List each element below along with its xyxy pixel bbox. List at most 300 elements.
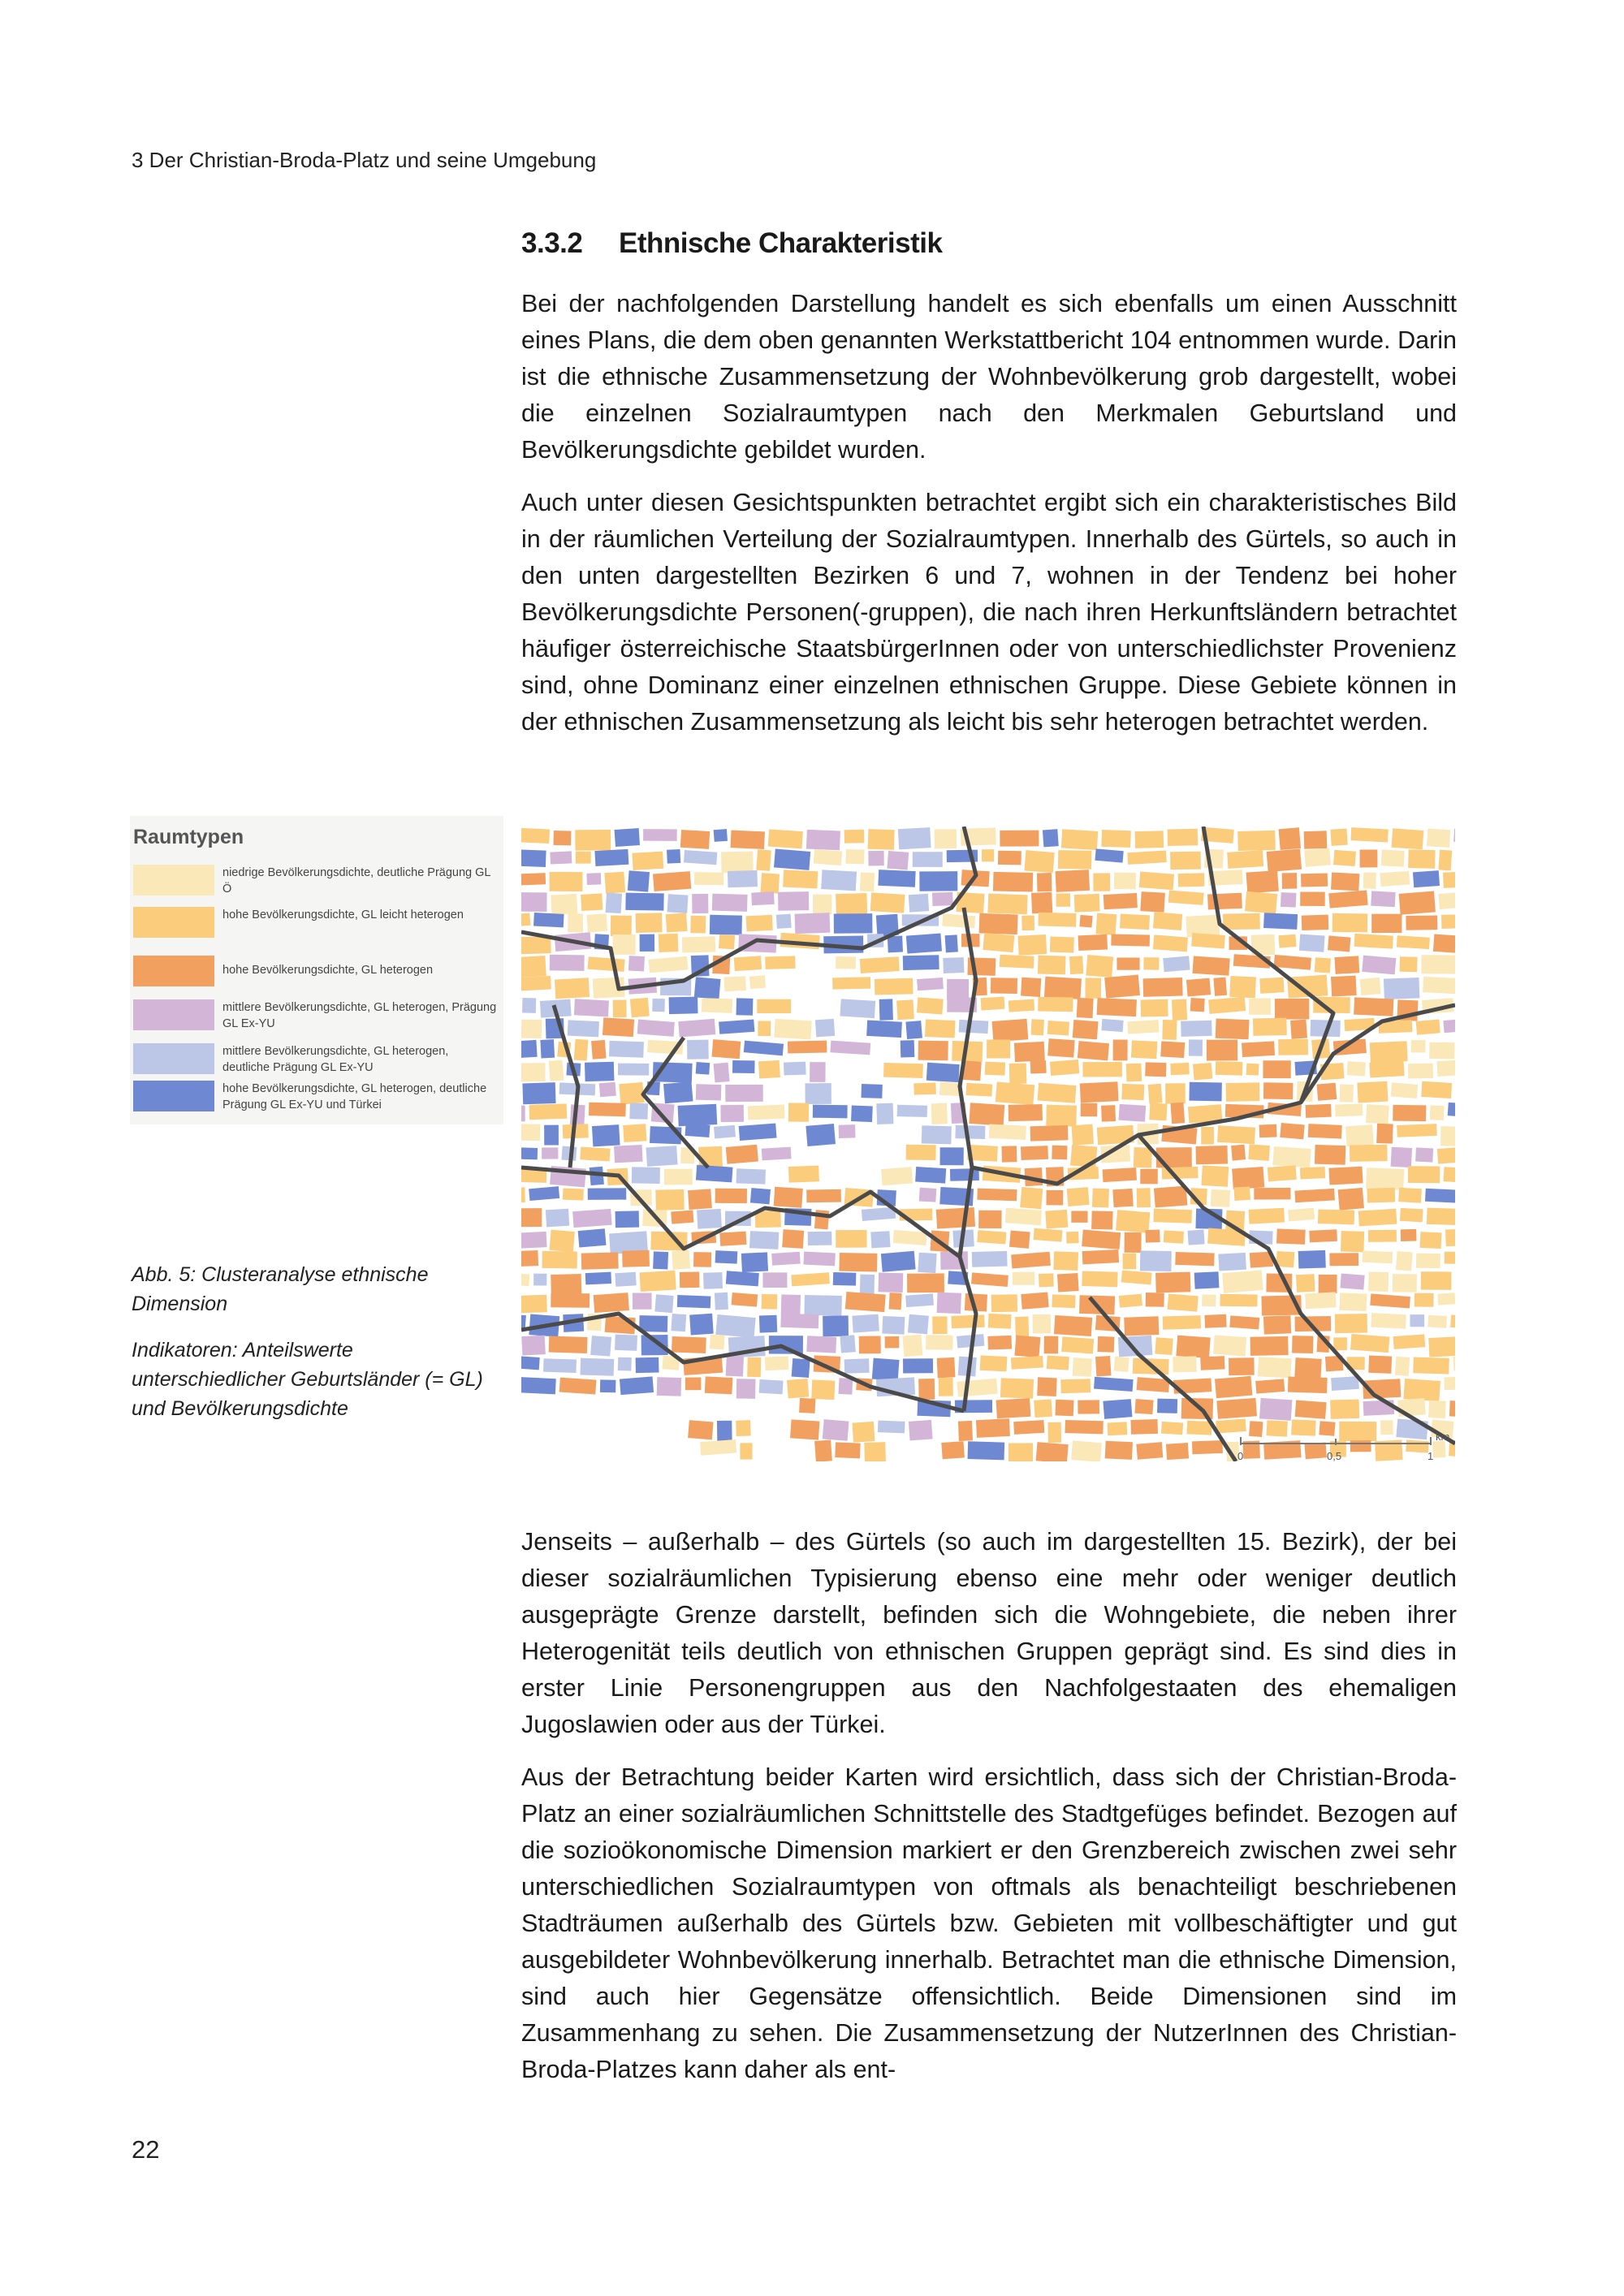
map-block <box>1276 1228 1306 1244</box>
map-block <box>918 1379 935 1400</box>
legend-label: hohe Bevölkerungsdichte, GL heterogen <box>222 964 434 977</box>
map-block <box>917 997 944 1014</box>
map-block <box>1370 1041 1408 1063</box>
map-block <box>1292 1336 1313 1353</box>
map-block <box>1121 1271 1152 1285</box>
map-block <box>1145 1062 1166 1077</box>
map-block <box>1034 1399 1052 1418</box>
map-block <box>937 1357 956 1378</box>
paragraph: Jenseits – außerhalb – des Gürtels (so auch im dargestellten 15. Bezirk), der bei dieser sozialräumlichen Typisierung ebenso eine mehr oder weniger deutlich ausgeprägte Grenze darstellt, befinden sich die Wohngebiete, die neben ihrer Heterogenität teils deutlich von ethnischen Gruppen geprägt sind. Es sind dies in erster Linie Personengruppen aus den Nachfolgestaaten des ehemaligen Jugoslawien oder aus der Türkei. <box>521 1528 1457 1738</box>
map-block <box>585 1272 611 1285</box>
map-block <box>1249 1208 1285 1224</box>
map-block <box>1153 934 1188 952</box>
map-block <box>792 1358 810 1378</box>
map-block <box>1298 1250 1326 1269</box>
map-block <box>632 852 663 870</box>
map-block <box>1371 891 1395 907</box>
map-block <box>1000 831 1039 847</box>
map-block <box>1038 1083 1077 1103</box>
map-block <box>868 851 883 866</box>
map-block <box>615 1211 640 1228</box>
map-block <box>1272 1146 1311 1167</box>
map-block <box>1433 934 1455 953</box>
map-block <box>1013 1272 1034 1285</box>
map-block <box>1436 1060 1455 1077</box>
map-block <box>1384 978 1419 999</box>
map-block <box>1211 1189 1230 1207</box>
map-block <box>760 873 780 893</box>
map-block <box>1165 1083 1186 1103</box>
map-block <box>1015 1317 1029 1337</box>
map-block <box>1050 936 1074 952</box>
map-block <box>546 1209 569 1228</box>
map-block <box>620 1376 654 1395</box>
map-block <box>636 1357 659 1373</box>
map-block <box>879 999 893 1020</box>
map-block <box>1294 1189 1334 1202</box>
map-block <box>1178 873 1205 887</box>
map-block <box>1080 1081 1119 1103</box>
map-block <box>1054 1315 1092 1336</box>
map-block <box>839 1378 853 1395</box>
map-block <box>1397 1398 1426 1417</box>
map-block <box>1222 1270 1263 1293</box>
map-block <box>1082 1249 1120 1264</box>
map-block <box>1101 830 1130 848</box>
map-block <box>1113 1040 1128 1061</box>
map-block <box>768 829 803 848</box>
map-block <box>1074 894 1100 913</box>
map-block <box>1072 1124 1094 1146</box>
map-block <box>689 1314 714 1336</box>
map-block <box>521 1232 547 1249</box>
map-block <box>1338 1188 1364 1211</box>
map-block <box>776 914 792 929</box>
map-block <box>1186 1421 1212 1435</box>
map-block <box>694 977 721 999</box>
map-block <box>1193 1063 1212 1081</box>
map-block <box>654 1294 673 1313</box>
map-block <box>811 1379 835 1400</box>
map-block <box>606 893 622 914</box>
map-block <box>696 1165 733 1183</box>
map-block <box>885 1336 900 1349</box>
map-block <box>968 1441 1005 1460</box>
map-block <box>1263 1315 1291 1334</box>
map-block <box>814 849 842 865</box>
map-block <box>1415 1147 1433 1162</box>
legend-label: hohe Bevölkerungsdichte, GL heterogen, deutliche Prägung GL Ex-YU und Türkei <box>222 1082 487 1111</box>
map-block <box>1300 892 1325 906</box>
map-block <box>1164 1230 1184 1243</box>
map-block <box>1295 1400 1327 1418</box>
map-block <box>1058 850 1091 869</box>
map-block <box>762 1294 778 1310</box>
map-block <box>1263 913 1298 930</box>
map-block <box>1259 1124 1277 1137</box>
map-block <box>714 829 728 842</box>
scale-tick: 1 <box>1427 1450 1434 1462</box>
figure-caption: Abb. 5: Clusteranalyse ethnische Dimension <box>132 1263 429 1315</box>
map-block <box>1393 1274 1417 1293</box>
map-block <box>945 934 958 952</box>
map-block <box>586 913 607 932</box>
map-block <box>726 1145 758 1164</box>
map-block <box>1052 1294 1075 1308</box>
map-block <box>730 830 765 849</box>
map-block <box>1162 1020 1177 1040</box>
map-block <box>748 1105 785 1120</box>
map-block <box>521 892 547 912</box>
map-block <box>762 1272 787 1288</box>
map-block <box>806 1124 836 1146</box>
section-heading <box>521 227 942 260</box>
map-block <box>1168 890 1204 904</box>
map-block <box>1101 1105 1116 1122</box>
cluster-map <box>521 826 1455 1461</box>
map-block <box>1220 1294 1257 1307</box>
map-block <box>860 956 900 973</box>
map-block <box>1101 1019 1123 1032</box>
map-block <box>1104 893 1138 909</box>
map-block <box>845 1292 886 1312</box>
map-block <box>931 1103 948 1124</box>
map-block <box>685 1124 710 1137</box>
map-block <box>1275 999 1310 1020</box>
map-block <box>1123 1254 1137 1270</box>
map-block <box>697 1209 722 1229</box>
map-block <box>1071 1440 1102 1461</box>
map-block <box>604 872 625 894</box>
map-block <box>576 852 591 864</box>
map-block <box>1445 1252 1455 1264</box>
map-block <box>1242 1041 1275 1057</box>
map-block <box>1155 1272 1190 1293</box>
map-block <box>830 1041 870 1055</box>
map-block <box>950 1168 979 1181</box>
map-block <box>632 1167 660 1184</box>
map-block <box>1038 997 1073 1012</box>
map-block <box>1139 872 1174 891</box>
map-block <box>1187 1230 1204 1245</box>
map-block <box>883 1063 923 1078</box>
map-block <box>666 913 688 932</box>
map-block <box>684 850 717 865</box>
map-block <box>615 1335 637 1351</box>
map-block <box>618 1357 632 1371</box>
map-block <box>1024 850 1054 873</box>
map-block <box>821 870 857 891</box>
map-block <box>1229 976 1256 998</box>
map-block <box>669 997 698 1014</box>
map-block <box>543 1358 577 1373</box>
map-block <box>987 894 1027 915</box>
map-block <box>878 870 915 887</box>
map-block <box>834 913 873 934</box>
map-block <box>659 934 679 952</box>
map-block <box>1168 1293 1199 1311</box>
map-block <box>758 1060 780 1079</box>
map-block <box>1223 913 1260 930</box>
map-block <box>1160 1041 1185 1058</box>
map-block <box>881 1167 913 1185</box>
map-block <box>769 1336 803 1354</box>
map-block <box>1069 956 1083 974</box>
map-block <box>1267 849 1302 873</box>
map-block <box>1127 851 1166 865</box>
map-block <box>774 1019 811 1040</box>
map-block <box>614 1145 642 1163</box>
scale-bar-line <box>1234 1429 1470 1448</box>
map-block <box>521 1295 547 1314</box>
map-block <box>1194 1271 1220 1288</box>
map-block <box>1005 1208 1042 1226</box>
map-block <box>549 1060 564 1081</box>
map-block <box>690 916 706 934</box>
map-block <box>832 977 870 989</box>
map-block <box>942 913 975 928</box>
map-block <box>756 849 771 871</box>
map-block <box>1258 1357 1292 1378</box>
map-block <box>1300 1167 1325 1179</box>
map-block <box>522 1082 555 1104</box>
map-block <box>1038 913 1076 927</box>
map-block <box>549 1336 588 1353</box>
map-block <box>559 1378 597 1395</box>
map-block <box>734 956 762 971</box>
map-block <box>636 913 663 933</box>
map-block <box>1215 1376 1252 1399</box>
map-block <box>1328 1167 1363 1185</box>
map-block <box>1170 852 1201 870</box>
map-block <box>926 1063 960 1082</box>
map-block <box>680 830 710 849</box>
map-block <box>551 1274 581 1295</box>
map-block <box>1290 1020 1307 1039</box>
map-block <box>1097 1336 1114 1353</box>
map-block <box>1309 1229 1337 1242</box>
map-block <box>1172 999 1187 1021</box>
map-block <box>1014 1042 1045 1062</box>
map-block <box>696 1084 722 1100</box>
map-block <box>1333 850 1356 866</box>
map-block <box>594 849 628 866</box>
map-block <box>901 1040 915 1057</box>
map-block <box>578 1228 607 1247</box>
map-block <box>1079 915 1092 928</box>
map-block <box>1202 1294 1216 1306</box>
map-block <box>1398 1188 1422 1203</box>
map-block <box>710 1335 725 1350</box>
map-block <box>909 1420 933 1440</box>
map-block <box>969 1103 1004 1125</box>
running-header: 3 Der Christian-Broda-Platz und seine Umgebung <box>132 148 597 172</box>
map-block <box>1021 915 1034 930</box>
map-block <box>521 1208 542 1227</box>
map-block <box>1391 1082 1419 1098</box>
map-block <box>965 1083 992 1097</box>
map-block <box>1391 1147 1413 1167</box>
map-block <box>688 1420 713 1439</box>
map-block <box>1189 1082 1221 1102</box>
map-block <box>692 894 708 913</box>
map-block <box>780 1314 818 1329</box>
map-block <box>629 1103 648 1120</box>
map-block <box>1330 829 1347 846</box>
map-block <box>976 1418 1010 1438</box>
map-block <box>591 1040 606 1060</box>
scale-unit: km <box>1436 1431 1450 1443</box>
map-block <box>1009 1104 1043 1121</box>
map-block <box>1085 978 1101 999</box>
map-block <box>1362 1250 1393 1263</box>
map-block <box>1216 1061 1243 1076</box>
map-block <box>1453 1356 1455 1371</box>
map-block <box>521 1187 525 1202</box>
map-block <box>1341 1231 1364 1252</box>
map-block <box>637 1019 675 1036</box>
map-block <box>1121 1084 1144 1100</box>
map-block <box>1055 870 1090 892</box>
map-block <box>1156 1147 1192 1167</box>
map-block <box>555 978 590 999</box>
map-block <box>736 1168 766 1184</box>
map-block <box>808 1232 832 1245</box>
map-block <box>1443 871 1455 887</box>
map-block <box>906 1145 936 1160</box>
map-block <box>1170 1103 1185 1124</box>
map-block <box>1335 1103 1363 1116</box>
map-block <box>835 1442 860 1458</box>
map-block <box>1092 1188 1109 1207</box>
map-block <box>1263 1060 1290 1078</box>
map-block <box>862 1084 883 1098</box>
map-block <box>550 955 585 971</box>
map-block <box>1218 1253 1246 1271</box>
map-block <box>1278 1039 1308 1055</box>
map-block <box>1408 1166 1440 1183</box>
map-block <box>823 1315 849 1336</box>
scale-bar <box>1234 1429 1470 1478</box>
map-block <box>542 1251 577 1269</box>
map-block <box>1416 1254 1440 1268</box>
body-text-bottom <box>521 1524 1457 2104</box>
map-block <box>1000 955 1034 969</box>
map-block <box>687 1040 709 1060</box>
map-block <box>876 1103 893 1124</box>
map-block <box>782 1229 804 1249</box>
map-block <box>1048 1422 1061 1443</box>
legend-label: mittlere Bevölkerungsdichte, GL heterogen, Prägung GL Ex-YU <box>222 1001 497 1030</box>
map-block <box>1153 1209 1192 1224</box>
map-block <box>1408 849 1436 868</box>
map-block <box>1366 1167 1404 1190</box>
map-block <box>778 891 809 911</box>
map-block <box>1043 829 1059 847</box>
map-block <box>715 1250 738 1264</box>
map-block <box>1213 1335 1246 1356</box>
map-block <box>765 956 795 969</box>
map-block <box>653 1251 668 1269</box>
map-block <box>1166 1443 1189 1460</box>
map-block <box>1259 1398 1292 1421</box>
map-block <box>1232 1167 1264 1189</box>
map-block <box>1333 1337 1347 1350</box>
map-block <box>703 1272 723 1289</box>
map-block <box>1281 892 1297 908</box>
map-block <box>741 1252 768 1272</box>
map-block <box>1149 1103 1167 1120</box>
map-block <box>715 1189 747 1203</box>
map-block <box>860 872 875 891</box>
map-block <box>693 1252 711 1267</box>
legend-swatch <box>133 1081 214 1111</box>
map-block <box>1216 1398 1257 1419</box>
map-block <box>1380 871 1410 887</box>
map-block <box>1233 1186 1250 1201</box>
map-block <box>1037 1377 1056 1396</box>
map-block <box>521 1356 540 1370</box>
map-block <box>1335 1314 1367 1333</box>
map-block <box>932 1316 947 1334</box>
map-block <box>1168 829 1199 846</box>
map-block <box>998 851 1021 865</box>
map-block <box>1111 934 1150 946</box>
map-block <box>996 1398 1031 1418</box>
map-block <box>726 1271 759 1286</box>
map-block <box>1288 1208 1315 1222</box>
map-block <box>739 1123 777 1141</box>
map-block <box>943 957 964 973</box>
map-block <box>671 1314 686 1331</box>
map-block <box>1370 1293 1410 1308</box>
map-block <box>646 1146 678 1167</box>
map-block <box>1086 955 1113 978</box>
map-block <box>1047 1356 1069 1370</box>
map-block <box>1134 1399 1153 1414</box>
map-block <box>603 1017 634 1037</box>
map-block <box>978 1211 1001 1228</box>
map-block <box>1154 1186 1187 1208</box>
map-block <box>533 913 564 927</box>
map-block <box>977 1189 1017 1202</box>
map-block <box>1246 870 1279 893</box>
map-block <box>1009 999 1034 1012</box>
map-block <box>1282 873 1298 889</box>
map-block <box>581 893 603 911</box>
map-block <box>790 1419 819 1439</box>
map-block <box>1350 827 1388 842</box>
map-block <box>1429 1042 1454 1060</box>
map-block <box>586 873 601 885</box>
map-block <box>521 1106 525 1122</box>
map-block <box>803 1252 835 1267</box>
map-block <box>1163 956 1190 972</box>
map-block <box>1403 1379 1440 1401</box>
map-block <box>580 1358 614 1376</box>
map-block <box>823 1419 849 1441</box>
map-block <box>677 1295 711 1308</box>
map-block <box>714 1125 736 1139</box>
map-block <box>521 873 546 886</box>
map-block <box>551 894 577 915</box>
map-block <box>799 1398 815 1413</box>
map-block <box>522 998 536 1013</box>
map-block <box>1037 873 1052 891</box>
map-block <box>1427 1208 1455 1225</box>
map-block <box>732 1060 755 1073</box>
map-block <box>521 936 551 954</box>
